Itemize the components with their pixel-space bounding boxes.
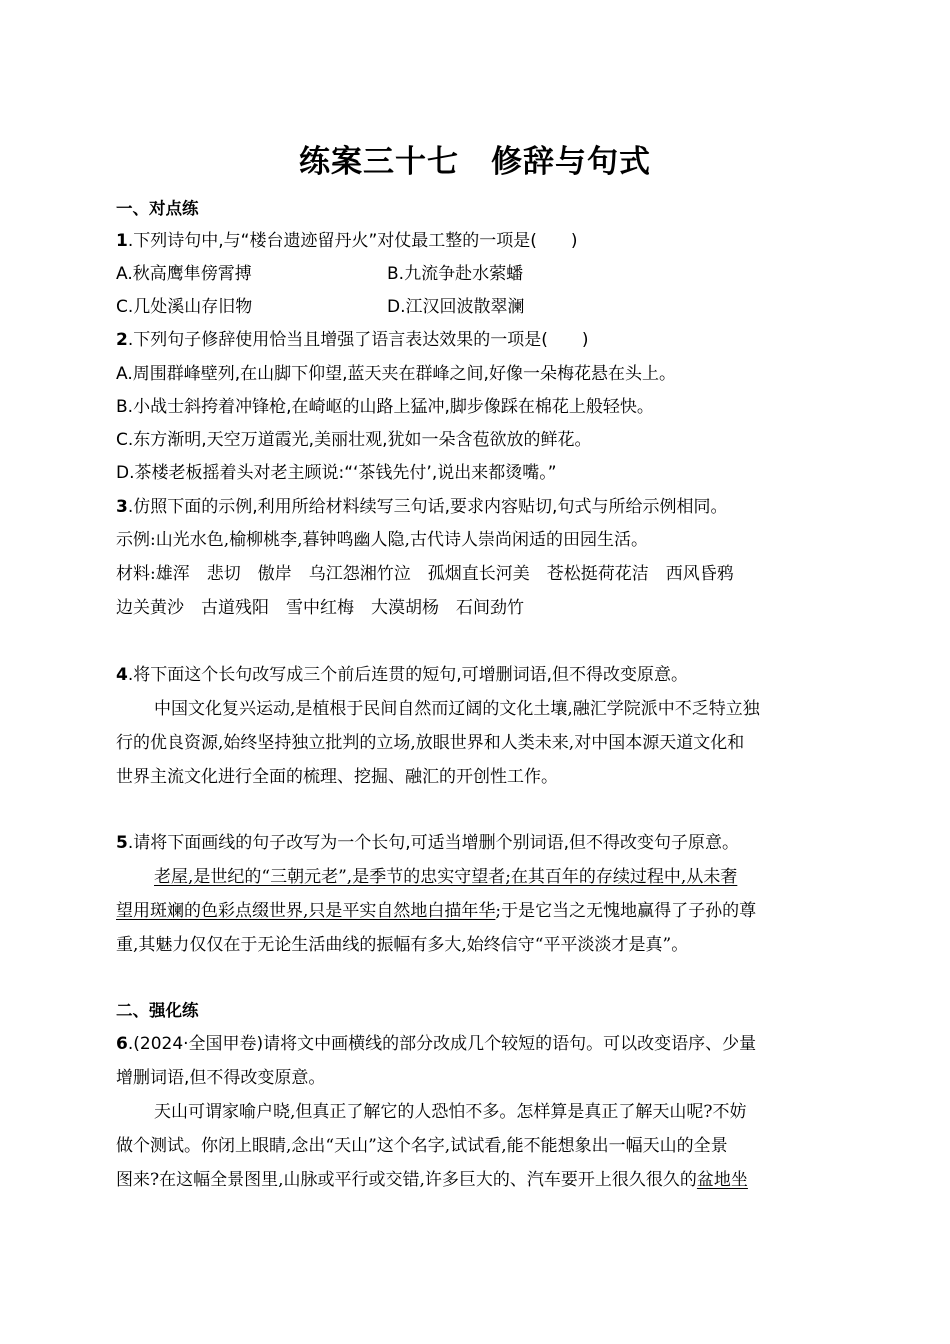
question-2-option-d: D.茶楼老板摇着头对老主顾说:“‘茶钱先付’,说出来都烫嘴。” <box>116 463 557 483</box>
question-3-material-line-1: 材料:雄浑 悲切 傲岸 乌江怨湘竹泣 孤烟直长河美 苍松挺荷花洁 西风昏鸦 <box>116 564 734 584</box>
question-number: 3 <box>116 497 128 517</box>
section-heading-2: 二、强化练 <box>116 1001 199 1020</box>
question-4-passage-line-2: 行的优良资源,始终坚持独立批判的立场,放眼世界和人类未来,对中国本源天道文化和 <box>116 733 745 753</box>
question-5-passage-line-2 <box>116 899 756 923</box>
question-5-passage-line-1 <box>154 865 737 889</box>
question-2-option-b: B.小战士斜挎着冲锋枪,在崎岖的山路上猛冲,脚步像踩在棉花上般轻快。 <box>116 397 654 417</box>
question-text: .下列诗句中,与“楼台遗迹留丹火”对仗最工整的一项是( ) <box>127 231 578 251</box>
question-text: .下列句子修辞使用恰当且增强了语言表达效果的一项是( ) <box>127 330 589 350</box>
page-title: 练案三十七 修辞与句式 <box>299 144 651 180</box>
section-heading-1: 一、对点练 <box>116 199 199 218</box>
question-text: .请将下面画线的句子改写为一个长句,可适当增删个别词语,但不得改变句子原意。 <box>127 833 740 853</box>
question-3-material-line-2: 边关黄沙 古道残阳 雪中红梅 大漠胡杨 石间劲竹 <box>116 598 524 618</box>
question-2-stem <box>116 328 589 352</box>
question-number: 2 <box>116 330 128 350</box>
question-5-stem <box>116 831 739 855</box>
question-5-passage-line-3: 重,其魅力仅仅在于无论生活曲线的振幅有多大,始终信守“平平淡淡才是真”。 <box>116 935 689 955</box>
question-4-stem <box>116 663 688 687</box>
question-6-passage-line-3 <box>116 1168 748 1192</box>
question-3-stem <box>116 495 727 519</box>
underlined-text: 老屋,是世纪的“三朝元老”,是季节的忠实守望者;在其百年的存续过程中,从未奢 <box>154 867 738 887</box>
option-b: B.九流争赴水萦蟠 <box>387 264 524 284</box>
question-6-stem <box>116 1032 756 1056</box>
question-1-options-row-1 <box>116 262 816 286</box>
option-a: A.秋高鹰隼傍霄搏 <box>116 264 252 284</box>
question-6-passage-line-1: 天山可谓家喻户晓,但真正了解它的人恐怕不多。怎样算是真正了解天山呢?不妨 <box>154 1102 747 1122</box>
question-4-passage-line-3: 世界主流文化进行全面的梳理、挖掘、融汇的开创性工作。 <box>116 767 558 787</box>
question-3-example: 示例:山光水色,榆柳桃李,暮钟鸣幽人隐,古代诗人崇尚闲适的田园生活。 <box>116 530 648 550</box>
question-1-options-row-2 <box>116 295 816 319</box>
question-2-option-c: C.东方渐明,天空万道霞光,美丽壮观,犹如一朵含苞欲放的鲜花。 <box>116 430 592 450</box>
plain-text: 图来?在这幅全景图里,山脉或平行或交错,许多巨大的、汽车要开上很久很久的 <box>116 1170 697 1190</box>
option-d: D.江汉回波散翠澜 <box>387 297 525 317</box>
question-4-passage-line-1: 中国文化复兴运动,是植根于民间自然而辽阔的文化土壤,融汇学院派中不乏特立独 <box>154 699 760 719</box>
question-number: 1 <box>116 231 128 251</box>
underlined-text: 望用斑斓的色彩点缀世界,只是平实自然地白描年华 <box>116 901 496 921</box>
question-number: 4 <box>116 665 128 685</box>
question-number: 6 <box>116 1034 128 1054</box>
plain-text: ;于是它当之无愧地赢得了子孙的尊 <box>495 901 757 921</box>
question-6-stem-line-2: 增删词语,但不得改变原意。 <box>116 1068 326 1088</box>
question-number: 5 <box>116 833 128 853</box>
question-2-option-a: A.周围群峰壁列,在山脚下仰望,蓝天夹在群峰之间,好像一朵梅花悬在头上。 <box>116 364 676 384</box>
option-c: C.几处溪山存旧物 <box>116 297 253 317</box>
question-text: .仿照下面的示例,利用所给材料续写三句话,要求内容贴切,句式与所给示例相同。 <box>127 497 728 517</box>
question-1-stem <box>116 229 578 253</box>
underlined-text: 盆地坐 <box>696 1170 748 1190</box>
question-text: .(2024·全国甲卷)请将文中画横线的部分改成几个较短的语句。可以改变语序、少量 <box>127 1034 757 1054</box>
question-text: .将下面这个长句改写成三个前后连贯的短句,可增删词语,但不得改变原意。 <box>127 665 689 685</box>
question-6-passage-line-2: 做个测试。你闭上眼睛,念出“天山”这个名字,试试看,能不能想象出一幅天山的全景 <box>116 1136 728 1156</box>
